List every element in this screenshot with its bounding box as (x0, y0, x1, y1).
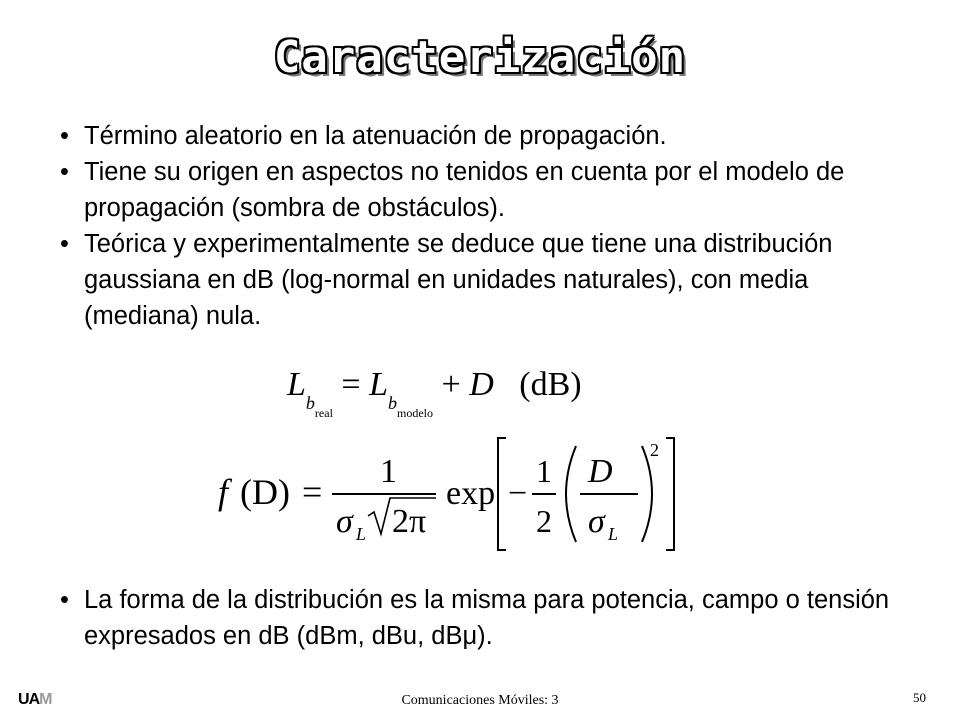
slide-title: Caracterización (273, 32, 687, 83)
formula-operator: + (441, 366, 461, 403)
formula-function: exp (446, 475, 496, 512)
footer-course: Comunicaciones Móviles: 3 (401, 693, 559, 708)
formula-numerator: 1 (536, 453, 552, 489)
gaussian-pdf-formula (210, 432, 690, 557)
left-bracket (498, 438, 506, 550)
formula-denominator: 2 (536, 503, 552, 539)
formula-denominator: 2π (392, 503, 427, 540)
formula-symbol: σ (588, 503, 605, 540)
formula-argument: (D) (240, 472, 290, 512)
bullet-item: • La forma de la distribución es la misma para potencia, campo o tensión expresados en dB (dBm, dBu, dBμ). (60, 582, 920, 654)
formula-unit: (dB) (519, 366, 582, 403)
formula-subscript: L (608, 524, 619, 544)
formula-symbol: σ (336, 503, 353, 540)
formula-symbol: L (287, 366, 306, 403)
logo-letter: A (28, 691, 40, 708)
formula-operator: = (302, 472, 323, 512)
bullet-item: • Teórica y experimentalmente se deduce que tiene una distribución gaussiana en dB (log-normal en unidades naturales), con media (mediana) nula. (60, 226, 920, 334)
attenuation-formula (287, 366, 582, 421)
formula-subscript: modelo (397, 406, 434, 421)
bottom-bullet-list (60, 582, 920, 654)
right-bracket (666, 438, 674, 550)
bullet-list (60, 118, 920, 334)
logo-letter: U (18, 691, 29, 708)
formula-symbol: L (369, 366, 389, 403)
left-paren (566, 446, 576, 542)
formula-subscript: L (356, 524, 367, 544)
formula-symbol: D (588, 453, 613, 490)
formula-symbol: f (218, 472, 229, 512)
logo-letter: M (39, 691, 52, 708)
bullet-item: • Tiene su origen en aspectos no tenidos en cuenta por el modelo de propagación (sombra de obstáculos). (60, 154, 920, 226)
bullet-item: • Término aleatorio en la atenuación de propagación. (60, 118, 920, 154)
formula-numerator: 1 (380, 453, 397, 490)
formula-exponent: 2 (650, 440, 659, 460)
page-number: 50 (913, 690, 926, 705)
formula-operator: − (508, 475, 528, 512)
formula-symbol: b (305, 392, 315, 413)
formula-symbol: D (469, 366, 494, 403)
right-paren (642, 446, 652, 542)
formula-operator: = (341, 366, 361, 403)
formula-symbol: b (388, 392, 398, 413)
formula-subscript: real (314, 406, 333, 421)
